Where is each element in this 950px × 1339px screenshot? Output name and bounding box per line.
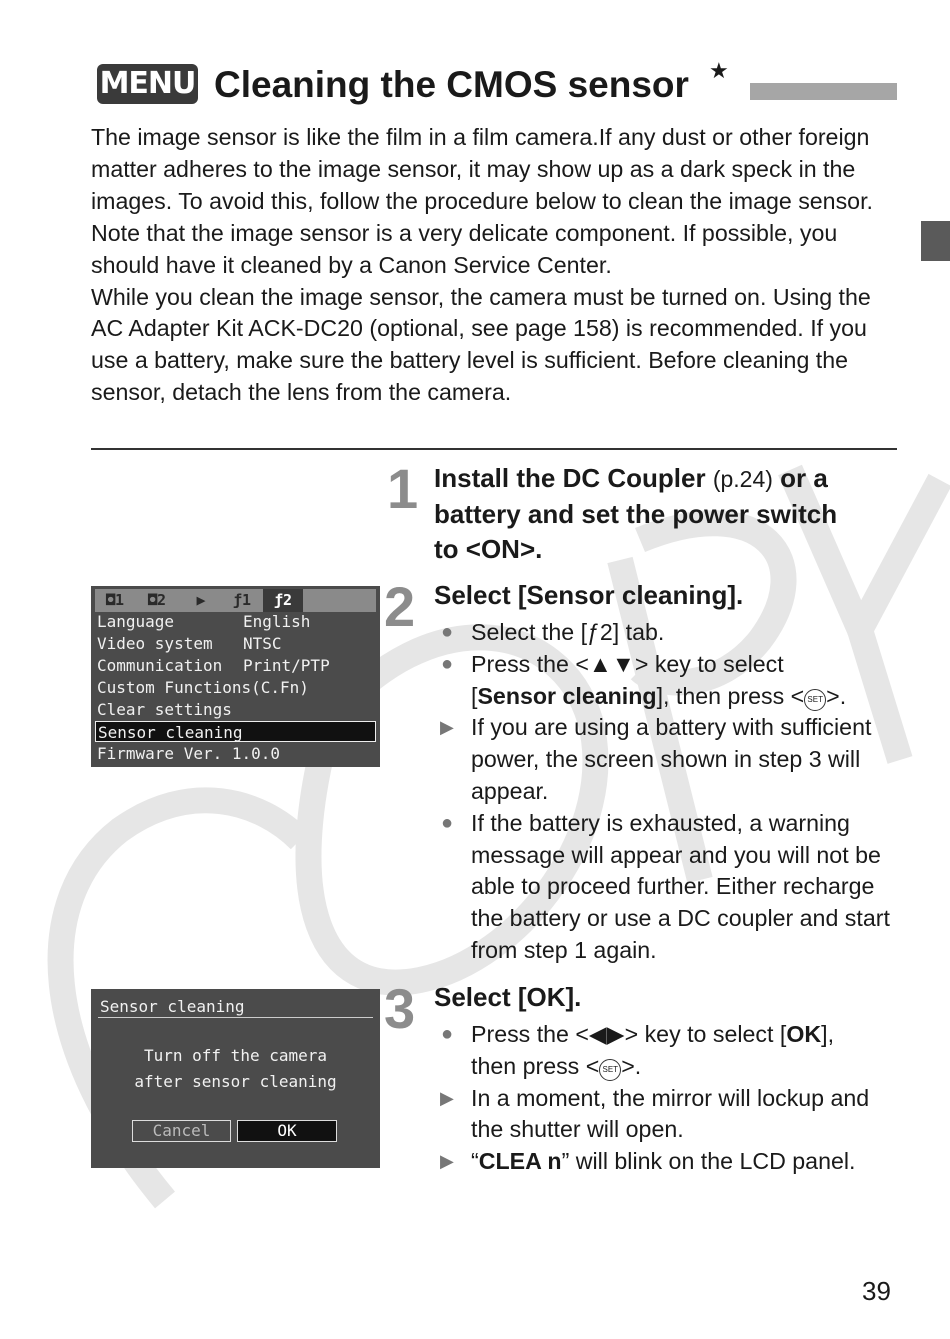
bullet-text: then press < bbox=[471, 1052, 600, 1079]
lcd-menu-row bbox=[95, 699, 376, 720]
set-button-icon: SET bbox=[599, 1059, 621, 1081]
bullet-bold-text: CLEA n bbox=[478, 1148, 562, 1175]
step-2-bullets bbox=[436, 617, 906, 967]
lcd-menu-row bbox=[95, 743, 376, 764]
bullet-text: ], bbox=[821, 1021, 835, 1047]
bullet-text: ], then press < bbox=[656, 682, 805, 709]
bullet-text: >. bbox=[621, 1052, 642, 1079]
bullet-bold-text: OK bbox=[786, 1021, 822, 1047]
step-2-number: 2 bbox=[384, 575, 413, 638]
bullet-text: In a moment, the mirror will lockup and the shutter will open. bbox=[471, 1084, 870, 1143]
lcd-menu-screen bbox=[91, 586, 380, 767]
bullet-text: Press the <▲▼> key to select bbox=[471, 650, 784, 677]
lcd-menu-row bbox=[95, 611, 376, 632]
page-title: Cleaning the CMOS sensor bbox=[214, 64, 689, 105]
lcd-confirm-line1: Turn off the camera bbox=[143, 1046, 328, 1065]
lcd-confirm-title: Sensor cleaning bbox=[100, 997, 245, 1016]
lcd-row-label: Language bbox=[97, 612, 175, 631]
bullet-text: If you are using a battery with sufficient power, the screen shown in step 3 will appear. bbox=[471, 714, 872, 804]
step-3-number: 3 bbox=[384, 977, 413, 1040]
lcd-menu-row bbox=[95, 655, 376, 676]
lcd-row-label: Video system bbox=[97, 634, 213, 653]
bullet-text: Select the [ƒ2] tab. bbox=[471, 619, 665, 645]
bullet-text: If the battery is exhausted, a warning message will appear and you will not be able to proceed further. Either recharge the battery or use a DC coupler and start from step 1 again. bbox=[471, 809, 890, 963]
lcd-row-value: English bbox=[243, 612, 311, 631]
lcd-row-value: Print/PTP bbox=[243, 656, 330, 675]
step-2-heading: Select [Sensor cleaning]. bbox=[434, 580, 744, 610]
result-arrow-icon: ▶ bbox=[440, 1087, 454, 1108]
bullet-text: “ bbox=[471, 1148, 479, 1175]
lcd-row-label: Firmware Ver. 1.0.0 bbox=[97, 744, 281, 763]
step-1-number: 1 bbox=[387, 457, 416, 520]
result-arrow-icon: ▶ bbox=[440, 1151, 454, 1172]
step-1-line2: battery and set the power switch bbox=[434, 499, 838, 529]
lcd-confirm-divider bbox=[98, 1017, 373, 1018]
lcd-tab-setup1: ƒ1 bbox=[232, 591, 252, 609]
set-button-icon: SET bbox=[804, 689, 826, 711]
lcd-tab-shoot2: ◘2 bbox=[147, 591, 167, 609]
lcd-confirm-screen bbox=[91, 989, 380, 1168]
bullet-text: Press the <◀▶> key to select [ bbox=[471, 1021, 787, 1047]
intro-paragraph-1: The image sensor is like the film in a film camera.If any dust or other foreign matter adheres to the image sensor, it may show up as a dark speck in the images. To avoid this, follow the procedure below to clean the image sensor. Note that the image sensor is a very delicate component. If possible, you should have it cleaned by a Canon Service Center. bbox=[91, 124, 873, 278]
bullet-icon: ● bbox=[441, 621, 454, 643]
bullet-bold-text: Sensor cleaning bbox=[477, 682, 657, 709]
list-item bbox=[436, 1146, 906, 1178]
bullet-text: ” will blink on the LCD panel. bbox=[561, 1148, 856, 1175]
step-1-heading bbox=[434, 461, 837, 567]
list-item bbox=[436, 1019, 906, 1083]
bullet-icon: ● bbox=[441, 811, 454, 834]
side-thumb-tab bbox=[921, 221, 950, 261]
lcd-row-label: Custom Functions(C.Fn) bbox=[97, 678, 309, 697]
lcd-menu-tabs bbox=[95, 589, 376, 612]
lcd-row-label: Clear settings bbox=[97, 700, 232, 719]
lcd-cancel-button: Cancel bbox=[132, 1120, 231, 1142]
header-bar bbox=[750, 83, 897, 100]
step-1-ref: (p.24) bbox=[712, 466, 773, 492]
page-number: 39 bbox=[862, 1276, 891, 1306]
section-divider bbox=[91, 448, 897, 450]
list-item bbox=[436, 649, 906, 713]
lcd-tab-play: ▶ bbox=[196, 591, 206, 609]
lcd-confirm-line2: after sensor cleaning bbox=[134, 1072, 337, 1091]
step-3-bullets bbox=[436, 1019, 906, 1178]
lcd-tab-shoot1: ◘1 bbox=[105, 591, 125, 609]
list-item bbox=[436, 617, 906, 649]
intro-text bbox=[91, 122, 906, 409]
bullet-icon: ● bbox=[441, 1023, 454, 1045]
lcd-menu-row bbox=[95, 633, 376, 654]
bullet-text: [ bbox=[471, 682, 478, 709]
page-header bbox=[97, 58, 897, 112]
result-arrow-icon: ▶ bbox=[440, 717, 454, 738]
list-item bbox=[436, 808, 906, 967]
bullet-icon: ● bbox=[441, 652, 454, 675]
menu-badge-icon: MENU bbox=[97, 64, 198, 104]
lcd-menu-row-selected bbox=[95, 721, 376, 742]
step-1-tail: or a bbox=[780, 463, 828, 493]
list-item bbox=[436, 712, 906, 807]
intro-paragraph-2: While you clean the image sensor, the camera must be turned on. Using the AC Adapter Kit ACK-DC20 (optional, see page 158) is recommended. If you use a battery, make sure the battery level is sufficient. Before cleaning the sensor, detach the lens from the camera. bbox=[91, 283, 871, 406]
lcd-ok-button: OK bbox=[237, 1120, 337, 1142]
lcd-tab-setup2: ƒ2 bbox=[263, 589, 303, 612]
step-1-line3: to <ON>. bbox=[434, 534, 543, 564]
lcd-row-value: NTSC bbox=[243, 634, 282, 653]
lcd-row-label: Sensor cleaning bbox=[98, 723, 243, 742]
star-icon: ★ bbox=[709, 58, 729, 83]
bullet-text: >. bbox=[826, 682, 847, 709]
step-1-bold: Install the DC Coupler bbox=[434, 463, 706, 493]
lcd-menu-row bbox=[95, 677, 376, 698]
step-3-heading: Select [OK]. bbox=[434, 982, 582, 1012]
list-item bbox=[436, 1083, 906, 1147]
lcd-row-label: Communication bbox=[97, 656, 223, 675]
